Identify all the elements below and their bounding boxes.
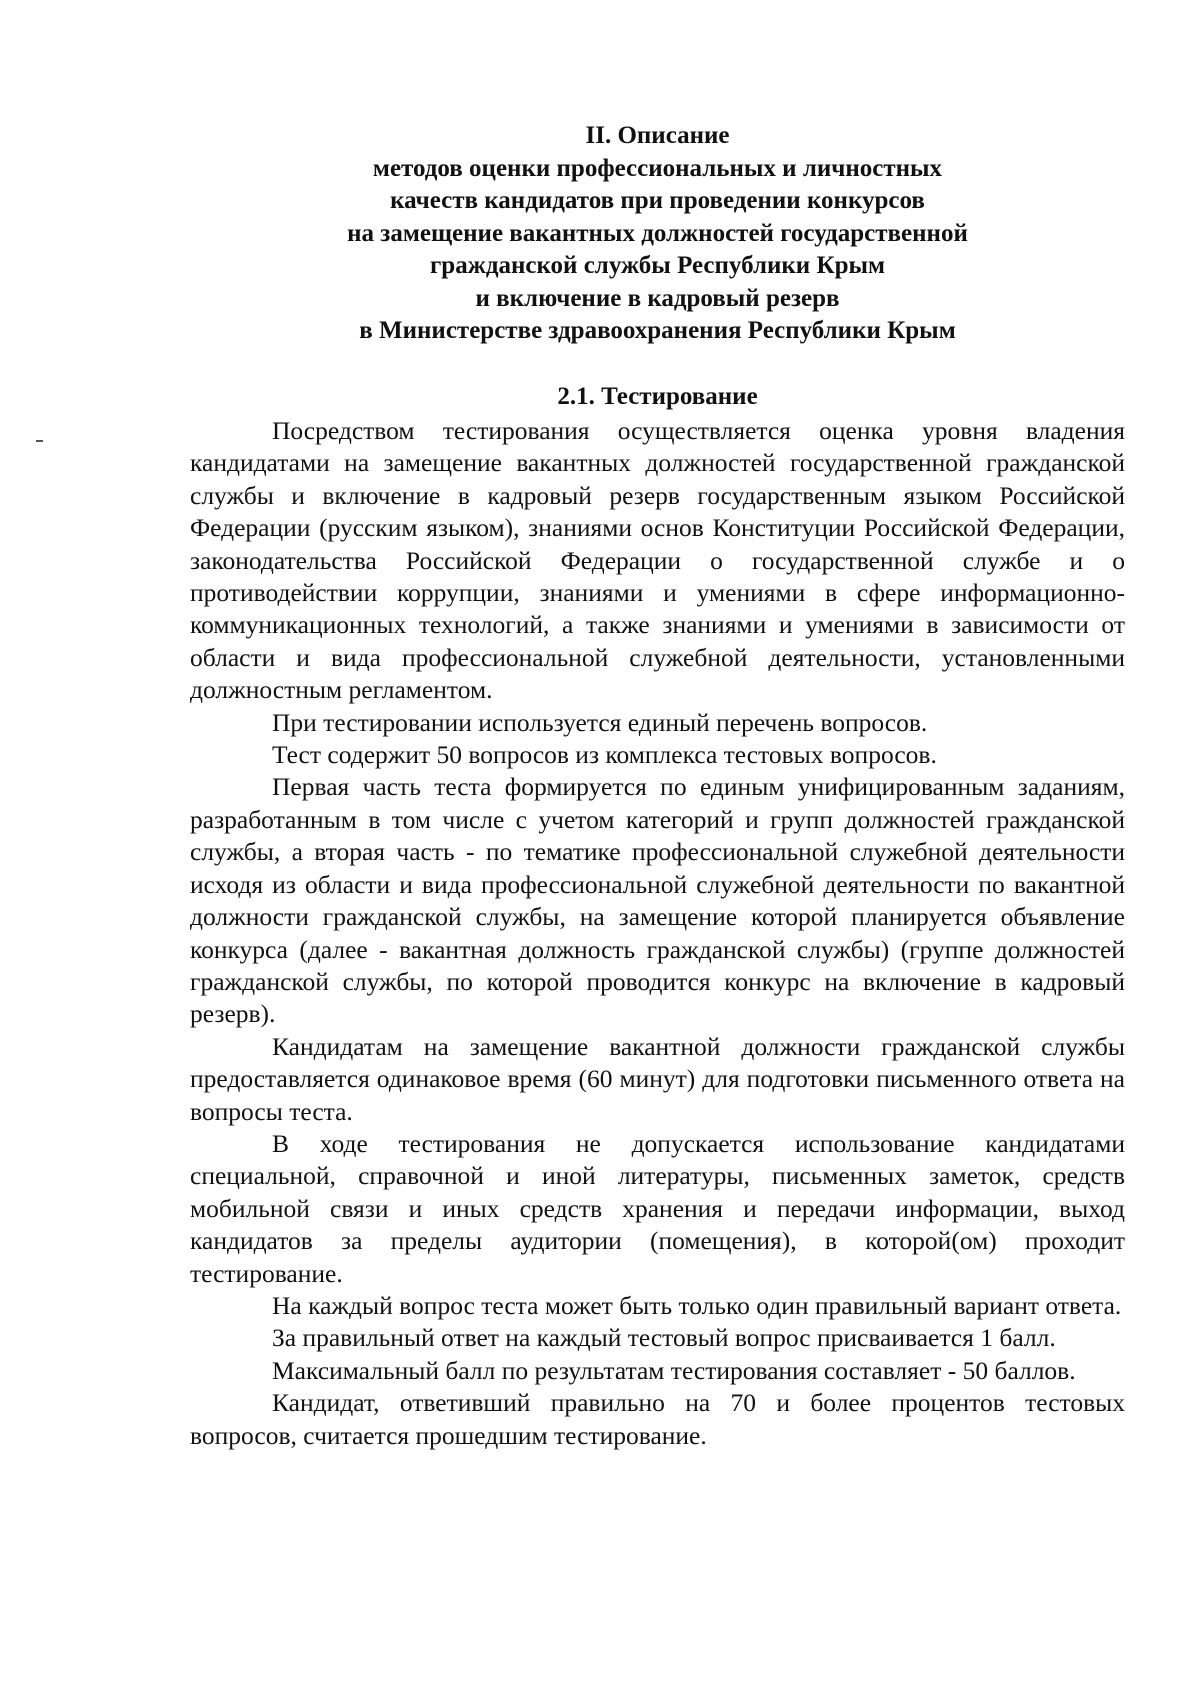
paragraph-point-per-answer: За правильный ответ на каждый тестовый вопрос присваивается 1 балл. (272, 1323, 1056, 1353)
paragraph-testing-purpose: Посредством тестирования осуществляется оценка уровня владения кандидатами на замещение вакантных должностей государственной гражданской службы и включение в кадровый резерв государственным языком Российской Федерации (русским языком), знаниями основ Конституции Российской Федерации, законодательства Российской Федерации о государственной службе и о противодействии коррупции, знаниями и умениями в сфере информационно-коммуникационных технологий, а также знаниями и умениями в зависимости от области и вида профессиональной служебной деятельности, установленными должностным регламентом. (190, 416, 1125, 705)
paragraph-question-list: При тестировании используется единый перечень вопросов. (272, 707, 928, 737)
document-body (190, 415, 1125, 1452)
paragraph-max-score: Максимальный балл по результатам тестирования составляет - 50 баллов. (272, 1355, 1076, 1385)
paragraph-time-limit: Кандидатам на замещение вакантной должности гражданской службы предоставляется одинаковое время (60 минут) для подготовки письменного ответа на вопросы теста. (190, 1031, 1125, 1126)
section-title: 2.1. Тестирование (557, 383, 758, 410)
margin-mark (36, 440, 43, 442)
document-heading (190, 120, 1125, 348)
paragraph-single-answer: На каждый вопрос теста может быть только один правильный вариант ответа. (272, 1290, 1122, 1320)
heading-line-1: II. Описание (585, 122, 730, 149)
paragraph-question-count: Тест содержит 50 вопросов из комплекса тестовых вопросов. (272, 740, 937, 770)
paragraph-restrictions: В ходе тестирования не допускается использование кандидатами специальной, справочной и иной литературы, письменных заметок, средств мобильной связи и иных средств хранения и передачи информации, выход кандидатов за пределы аудитории (помещения), в которой(ом) проходит тестирование. (190, 1128, 1125, 1288)
paragraph-test-parts: Первая часть теста формируется по единым унифицированным заданиям, разработанным в том числе с учетом категорий и групп должностей гражданской службы, а вторая часть - по тематике профессиональной служебной деятельности исходя из области и вида профессиональной служебной деятельности по вакантной должности гражданской службы, на замещение которой планируется объявление конкурса (далее - вакантная должность гражданской службы) (группе должностей гражданской службы, по которой проводится конкурс на включение в кадровый резерв). (190, 772, 1125, 1029)
heading-line-5: гражданской службы Республики Крым (429, 252, 886, 279)
paragraph-pass-threshold: Кандидат, ответивший правильно на 70 и более процентов тестовых вопросов, считается прошедшим тестирование. (190, 1388, 1125, 1450)
heading-line-6: и включение в кадровый резерв (475, 284, 840, 312)
heading-line-7: в Министерстве здравоохранения Республики Крым (359, 317, 956, 344)
heading-line-4: на замещение вакантных должностей государственной (347, 219, 968, 247)
heading-line-2: методов оценки профессиональных и личностных (372, 154, 943, 182)
heading-line-3: качеств кандидатов при проведении конкурсов (390, 187, 925, 214)
